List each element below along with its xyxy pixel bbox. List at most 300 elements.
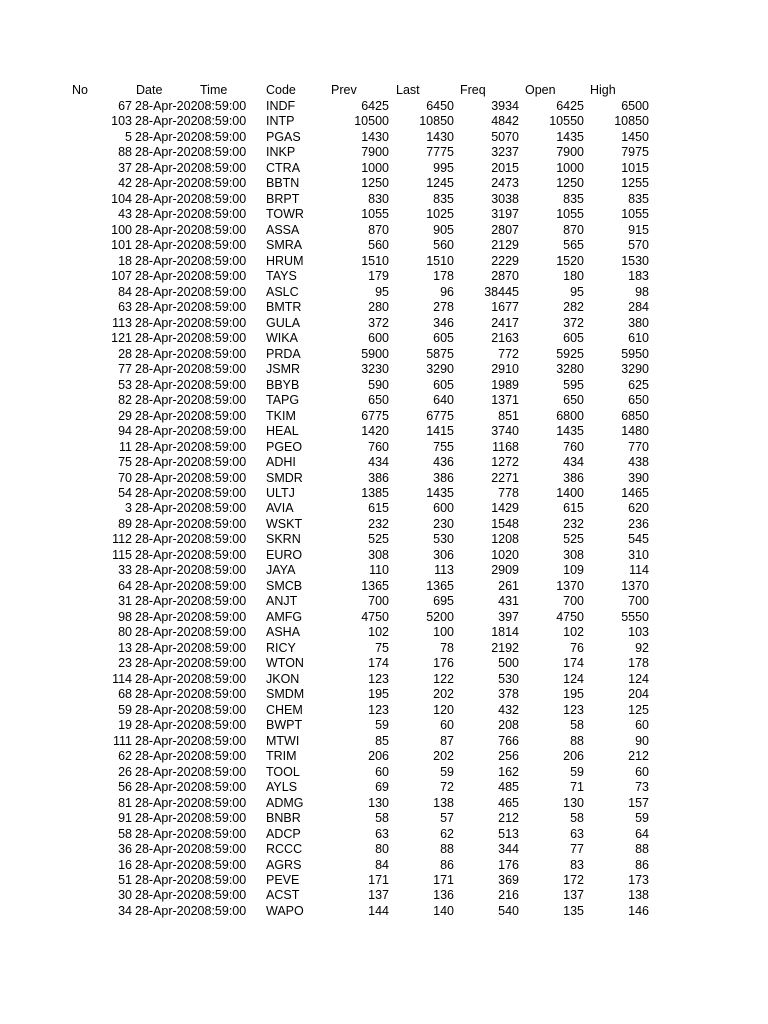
cell-no: 36 — [118, 842, 132, 857]
cell-high: 3290 — [621, 362, 649, 377]
cell-high: 60 — [635, 718, 649, 733]
cell-high: 98 — [635, 284, 649, 299]
cell-prev: 102 — [368, 625, 389, 640]
header-time: Time — [200, 83, 228, 97]
cell-freq: 256 — [498, 749, 519, 764]
cell-high: 90 — [635, 733, 649, 748]
cell-open: 650 — [563, 393, 584, 408]
cell-no: 19 — [118, 718, 132, 733]
cell-code: SKRN — [266, 532, 301, 547]
cell-prev: 6775 — [361, 408, 389, 423]
cell-no: 16 — [118, 857, 132, 872]
cell-high: 236 — [628, 516, 649, 531]
table-row — [0, 176, 768, 192]
cell-high: 146 — [628, 903, 649, 918]
cell-freq: 432 — [498, 702, 519, 717]
cell-last: 96 — [440, 284, 454, 299]
cell-no: 91 — [118, 811, 132, 826]
cell-prev: 372 — [368, 315, 389, 330]
cell-high: 915 — [628, 222, 649, 237]
cell-code: WTON — [266, 656, 304, 671]
cell-code: ASHA — [266, 625, 301, 640]
cell-freq: 3934 — [491, 99, 519, 113]
cell-prev: 870 — [368, 222, 389, 237]
table-row — [0, 749, 768, 765]
cell-open: 58 — [570, 718, 584, 733]
cell-high: 60 — [635, 764, 649, 779]
cell-datetime: 28-Apr-20208:59:00 — [135, 222, 247, 237]
cell-no: 89 — [118, 516, 132, 531]
cell-open: 6800 — [556, 408, 584, 423]
cell-open: 137 — [563, 888, 584, 903]
cell-datetime: 28-Apr-20208:59:00 — [135, 455, 247, 470]
cell-code: TRIM — [266, 749, 297, 764]
header-code: Code — [266, 83, 296, 97]
cell-high: 570 — [628, 238, 649, 253]
cell-open: 1520 — [556, 253, 584, 268]
cell-no: 100 — [111, 222, 132, 237]
table-row — [0, 99, 768, 115]
cell-datetime: 28-Apr-20208:59:00 — [135, 99, 247, 113]
cell-prev: 600 — [368, 331, 389, 346]
cell-last: 640 — [433, 393, 454, 408]
cell-high: 64 — [635, 826, 649, 841]
cell-freq: 851 — [498, 408, 519, 423]
cell-no: 23 — [118, 656, 132, 671]
cell-prev: 830 — [368, 191, 389, 206]
cell-datetime: 28-Apr-20208:59:00 — [135, 656, 247, 671]
cell-open: 282 — [563, 300, 584, 315]
cell-prev: 6425 — [361, 99, 389, 113]
table-row — [0, 471, 768, 487]
table-row — [0, 532, 768, 548]
cell-code: PEVE — [266, 873, 300, 887]
cell-prev: 308 — [368, 547, 389, 562]
cell-prev: 1365 — [361, 578, 389, 593]
cell-no: 67 — [118, 99, 132, 113]
cell-datetime: 28-Apr-20208:59:00 — [135, 176, 247, 191]
cell-freq: 216 — [498, 888, 519, 903]
cell-high: 1370 — [621, 578, 649, 593]
cell-no: 37 — [118, 160, 132, 175]
cell-high: 86 — [635, 857, 649, 872]
cell-code: WIKA — [266, 331, 298, 346]
cell-code: AVIA — [266, 501, 294, 516]
cell-freq: 2807 — [491, 222, 519, 237]
cell-high: 380 — [628, 315, 649, 330]
cell-open: 3280 — [556, 362, 584, 377]
cell-open: 109 — [563, 563, 584, 578]
table-row — [0, 842, 768, 858]
cell-freq: 465 — [498, 795, 519, 810]
cell-open: 63 — [570, 826, 584, 841]
table-row — [0, 873, 768, 889]
cell-no: 63 — [118, 300, 132, 315]
table-row — [0, 316, 768, 332]
cell-code: SMDR — [266, 470, 303, 485]
cell-freq: 261 — [498, 578, 519, 593]
table-row — [0, 734, 768, 750]
cell-prev: 1430 — [361, 129, 389, 144]
cell-high: 173 — [628, 873, 649, 887]
cell-open: 102 — [563, 625, 584, 640]
cell-freq: 4842 — [491, 114, 519, 129]
cell-freq: 1677 — [491, 300, 519, 315]
cell-last: 905 — [433, 222, 454, 237]
cell-last: 1430 — [426, 129, 454, 144]
cell-datetime: 28-Apr-20208:59:00 — [135, 486, 247, 500]
cell-no: 42 — [118, 176, 132, 191]
cell-datetime: 28-Apr-20208:59:00 — [135, 439, 247, 454]
cell-last: 436 — [433, 455, 454, 470]
cell-code: PGAS — [266, 129, 301, 144]
cell-datetime: 28-Apr-20208:59:00 — [135, 300, 247, 315]
table-row — [0, 130, 768, 146]
cell-freq: 2870 — [491, 269, 519, 284]
cell-no: 115 — [112, 547, 132, 562]
cell-last: 72 — [440, 780, 454, 795]
cell-open: 700 — [563, 594, 584, 609]
cell-datetime: 28-Apr-20208:59:00 — [135, 857, 247, 872]
cell-freq: 378 — [498, 687, 519, 702]
cell-no: 31 — [118, 594, 132, 609]
table-row — [0, 858, 768, 874]
cell-code: ASSA — [266, 222, 300, 237]
cell-freq: 176 — [498, 857, 519, 872]
cell-high: 5950 — [621, 346, 649, 361]
table-row — [0, 718, 768, 734]
cell-high: 183 — [628, 269, 649, 284]
cell-last: 78 — [440, 640, 454, 655]
table-row — [0, 393, 768, 409]
cell-last: 1245 — [426, 176, 454, 191]
cell-no: 51 — [118, 873, 132, 887]
cell-open: 1250 — [556, 176, 584, 191]
cell-open: 1400 — [556, 486, 584, 500]
cell-datetime: 28-Apr-20208:59:00 — [135, 284, 247, 299]
cell-high: 438 — [628, 455, 649, 470]
cell-code: TAYS — [266, 269, 297, 284]
cell-freq: 1371 — [491, 393, 519, 408]
header-date: Date — [136, 83, 163, 97]
cell-code: AMFG — [266, 609, 303, 624]
cell-high: 212 — [628, 749, 649, 764]
cell-last: 605 — [433, 331, 454, 346]
cell-high: 1015 — [621, 160, 649, 175]
cell-no: 29 — [118, 408, 132, 423]
cell-datetime: 28-Apr-20208:59:00 — [135, 625, 247, 640]
cell-prev: 1510 — [361, 253, 389, 268]
cell-code: ACST — [266, 888, 300, 903]
cell-high: 1465 — [621, 486, 649, 500]
cell-last: 6450 — [426, 99, 454, 113]
cell-prev: 123 — [368, 671, 389, 686]
cell-code: WAPO — [266, 903, 304, 918]
cell-open: 1370 — [556, 578, 584, 593]
table-row — [0, 440, 768, 456]
cell-code: HRUM — [266, 253, 304, 268]
cell-code: TOOL — [266, 764, 300, 779]
cell-prev: 280 — [368, 300, 389, 315]
cell-datetime: 28-Apr-20208:59:00 — [135, 578, 247, 593]
cell-no: 43 — [118, 207, 132, 222]
cell-datetime: 28-Apr-20208:59:00 — [135, 377, 247, 392]
table-row — [0, 904, 768, 920]
cell-code: BMTR — [266, 300, 302, 315]
cell-prev: 123 — [368, 702, 389, 717]
header-last: Last — [396, 83, 420, 97]
cell-last: 695 — [433, 594, 454, 609]
cell-last: 178 — [433, 269, 454, 284]
cell-freq: 397 — [498, 609, 519, 624]
cell-freq: 212 — [498, 811, 519, 826]
cell-datetime: 28-Apr-20208:59:00 — [135, 129, 247, 144]
cell-no: 121 — [111, 331, 132, 346]
cell-open: 308 — [563, 547, 584, 562]
cell-last: 1025 — [426, 207, 454, 222]
cell-open: 77 — [570, 842, 584, 857]
cell-no: 84 — [118, 284, 132, 299]
table-row — [0, 517, 768, 533]
table-row — [0, 300, 768, 316]
cell-high: 310 — [628, 547, 649, 562]
cell-prev: 4750 — [361, 609, 389, 624]
cell-datetime: 28-Apr-20208:59:00 — [135, 207, 247, 222]
cell-code: BBTN — [266, 176, 300, 191]
cell-last: 560 — [433, 238, 454, 253]
cell-open: 195 — [563, 687, 584, 702]
cell-freq: 3740 — [491, 424, 519, 439]
table-row — [0, 703, 768, 719]
cell-open: 615 — [563, 501, 584, 516]
table-row — [0, 625, 768, 641]
table-row — [0, 563, 768, 579]
cell-code: INDF — [266, 99, 296, 113]
cell-datetime: 28-Apr-20208:59:00 — [135, 501, 247, 516]
cell-code: BWPT — [266, 718, 303, 733]
cell-freq: 162 — [498, 764, 519, 779]
cell-open: 124 — [563, 671, 584, 686]
table-row — [0, 641, 768, 657]
cell-code: BNBR — [266, 811, 301, 826]
table-row — [0, 331, 768, 347]
cell-datetime: 28-Apr-20208:59:00 — [135, 532, 247, 547]
header-no: No — [72, 83, 88, 97]
cell-datetime: 28-Apr-20208:59:00 — [135, 733, 247, 748]
cell-last: 62 — [440, 826, 454, 841]
cell-code: TKIM — [266, 408, 296, 423]
table-row — [0, 486, 768, 502]
cell-prev: 615 — [368, 501, 389, 516]
cell-prev: 232 — [368, 516, 389, 531]
cell-datetime: 28-Apr-20208:59:00 — [135, 780, 247, 795]
cell-no: 68 — [118, 687, 132, 702]
cell-code: TAPG — [266, 393, 300, 408]
cell-datetime: 28-Apr-20208:59:00 — [135, 687, 247, 702]
cell-datetime: 28-Apr-20208:59:00 — [135, 424, 247, 439]
cell-high: 1480 — [621, 424, 649, 439]
cell-no: 101 — [111, 238, 132, 253]
cell-open: 525 — [563, 532, 584, 547]
cell-datetime: 28-Apr-20208:59:00 — [135, 563, 247, 578]
cell-open: 123 — [563, 702, 584, 717]
cell-prev: 700 — [368, 594, 389, 609]
cell-datetime: 28-Apr-20208:59:00 — [135, 362, 247, 377]
cell-prev: 110 — [369, 563, 389, 578]
cell-code: WSKT — [266, 516, 303, 531]
cell-freq: 1208 — [491, 532, 519, 547]
cell-no: 5 — [125, 129, 132, 144]
cell-datetime: 28-Apr-20208:59:00 — [135, 671, 247, 686]
cell-high: 610 — [628, 331, 649, 346]
cell-prev: 650 — [368, 393, 389, 408]
cell-high: 88 — [635, 842, 649, 857]
cell-freq: 2192 — [491, 640, 519, 655]
cell-freq: 2015 — [491, 160, 519, 175]
cell-prev: 63 — [375, 826, 389, 841]
cell-last: 113 — [434, 563, 454, 578]
cell-no: 82 — [118, 393, 132, 408]
cell-last: 230 — [433, 516, 454, 531]
cell-high: 625 — [628, 377, 649, 392]
cell-no: 13 — [118, 640, 132, 655]
table-row — [0, 765, 768, 781]
cell-freq: 485 — [498, 780, 519, 795]
cell-high: 1055 — [621, 207, 649, 222]
cell-prev: 206 — [368, 749, 389, 764]
cell-open: 135 — [563, 903, 584, 918]
cell-freq: 2417 — [491, 315, 519, 330]
cell-datetime: 28-Apr-20208:59:00 — [135, 470, 247, 485]
cell-code: JAYA — [266, 563, 296, 578]
cell-high: 620 — [628, 501, 649, 516]
cell-open: 180 — [563, 269, 584, 284]
cell-open: 760 — [563, 439, 584, 454]
cell-open: 7900 — [556, 145, 584, 160]
cell-datetime: 28-Apr-20208:59:00 — [135, 826, 247, 841]
cell-high: 6500 — [621, 99, 649, 113]
cell-code: JSMR — [266, 362, 301, 377]
cell-freq: 2163 — [491, 331, 519, 346]
cell-last: 1510 — [426, 253, 454, 268]
cell-high: 835 — [628, 191, 649, 206]
cell-freq: 2473 — [491, 176, 519, 191]
cell-code: CTRA — [266, 160, 301, 175]
cell-datetime: 28-Apr-20208:59:00 — [135, 718, 247, 733]
cell-datetime: 28-Apr-20208:59:00 — [135, 145, 247, 160]
cell-no: 70 — [118, 470, 132, 485]
cell-no: 18 — [118, 253, 132, 268]
cell-open: 172 — [563, 873, 584, 887]
cell-prev: 59 — [375, 718, 389, 733]
table-row — [0, 238, 768, 254]
cell-open: 835 — [563, 191, 584, 206]
cell-prev: 69 — [375, 780, 389, 795]
cell-last: 278 — [433, 300, 454, 315]
cell-code: MTWI — [266, 733, 300, 748]
cell-high: 92 — [635, 640, 649, 655]
cell-freq: 513 — [498, 826, 519, 841]
cell-high: 114 — [629, 563, 649, 578]
cell-no: 113 — [112, 315, 132, 330]
cell-prev: 7900 — [361, 145, 389, 160]
cell-freq: 38445 — [484, 284, 519, 299]
cell-prev: 1000 — [361, 160, 389, 175]
cell-open: 76 — [570, 640, 584, 655]
cell-freq: 500 — [498, 656, 519, 671]
cell-no: 81 — [118, 795, 132, 810]
cell-high: 1450 — [621, 129, 649, 144]
cell-last: 176 — [433, 656, 454, 671]
cell-open: 1435 — [556, 129, 584, 144]
cell-high: 157 — [628, 795, 649, 810]
cell-code: INTP — [266, 114, 295, 129]
cell-no: 28 — [118, 346, 132, 361]
cell-last: 995 — [433, 160, 454, 175]
cell-open: 4750 — [556, 609, 584, 624]
cell-high: 59 — [635, 811, 649, 826]
cell-prev: 60 — [375, 764, 389, 779]
cell-high: 284 — [628, 300, 649, 315]
cell-freq: 772 — [498, 346, 519, 361]
cell-high: 7975 — [621, 145, 649, 160]
cell-no: 80 — [118, 625, 132, 640]
cell-open: 1435 — [556, 424, 584, 439]
cell-high: 545 — [628, 532, 649, 547]
table-row — [0, 796, 768, 812]
cell-no: 54 — [118, 486, 132, 500]
cell-open: 6425 — [556, 99, 584, 113]
cell-prev: 195 — [368, 687, 389, 702]
cell-last: 138 — [433, 795, 454, 810]
cell-no: 53 — [118, 377, 132, 392]
cell-no: 58 — [118, 826, 132, 841]
cell-last: 306 — [433, 547, 454, 562]
cell-high: 770 — [628, 439, 649, 454]
cell-code: ULTJ — [266, 486, 295, 500]
cell-last: 1435 — [426, 486, 454, 500]
cell-open: 870 — [563, 222, 584, 237]
cell-open: 130 — [563, 795, 584, 810]
table-row — [0, 687, 768, 703]
cell-datetime: 28-Apr-20208:59:00 — [135, 842, 247, 857]
table-row — [0, 610, 768, 626]
cell-prev: 179 — [368, 269, 389, 284]
cell-code: TOWR — [266, 207, 304, 222]
cell-last: 60 — [440, 718, 454, 733]
cell-no: 111 — [112, 733, 132, 748]
table-row — [0, 362, 768, 378]
cell-datetime: 28-Apr-20208:59:00 — [135, 749, 247, 764]
cell-code: ASLC — [266, 284, 299, 299]
cell-code: ADHI — [266, 455, 296, 470]
cell-code: CHEM — [266, 702, 303, 717]
cell-no: 103 — [111, 114, 132, 129]
cell-no: 56 — [118, 780, 132, 795]
cell-freq: 2271 — [491, 470, 519, 485]
cell-prev: 386 — [368, 470, 389, 485]
cell-no: 88 — [118, 145, 132, 160]
cell-freq: 431 — [498, 594, 519, 609]
cell-open: 1000 — [556, 160, 584, 175]
cell-open: 386 — [563, 470, 584, 485]
cell-freq: 2129 — [491, 238, 519, 253]
cell-prev: 1250 — [361, 176, 389, 191]
cell-high: 650 — [628, 393, 649, 408]
cell-freq: 766 — [498, 733, 519, 748]
cell-freq: 1020 — [491, 547, 519, 562]
cell-open: 58 — [570, 811, 584, 826]
